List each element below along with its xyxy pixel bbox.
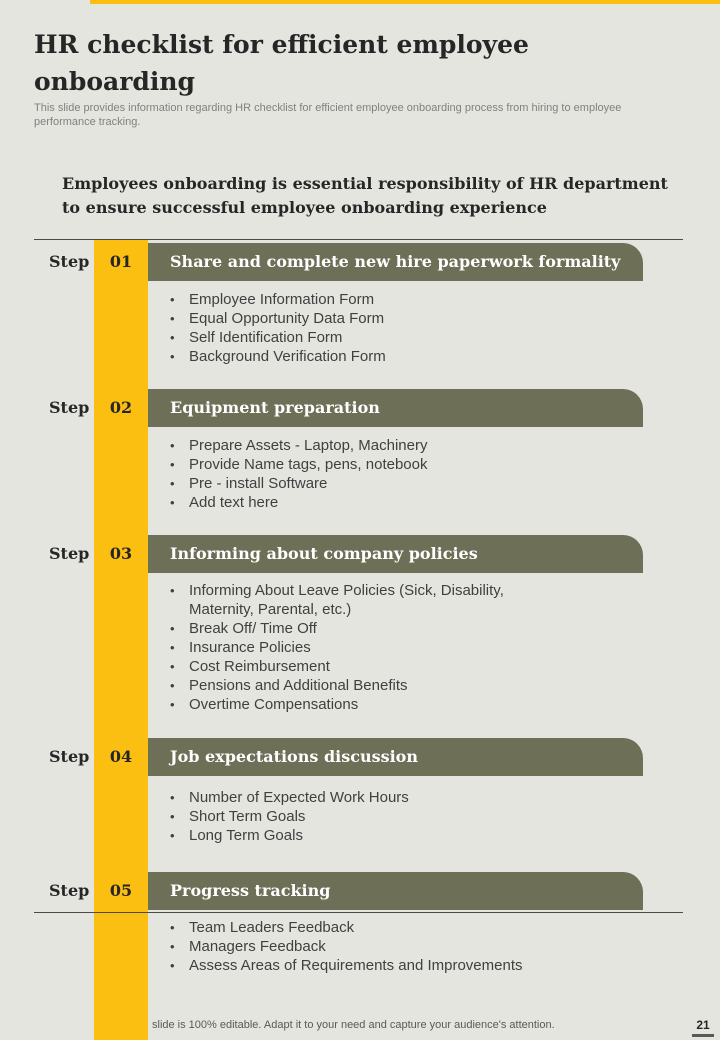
step-number-5: 05 (109, 881, 133, 900)
step-title-5: Progress tracking (148, 872, 643, 910)
list-item: • Pensions and Additional Benefits (170, 676, 530, 695)
list-item: • Team Leaders Feedback (170, 918, 640, 937)
intro-statement: Employees onboarding is essential responsibility of HR department to ensure successful employee onboarding experience (62, 174, 668, 217)
list-item: • Employee Information Form (170, 290, 640, 309)
step-title-4: Job expectations discussion (148, 738, 643, 776)
list-item: • Insurance Policies (170, 638, 530, 657)
list-item: • Background Verification Form (170, 347, 640, 366)
list-item: • Prepare Assets - Laptop, Machinery (170, 436, 640, 455)
list-item: • Overtime Compensations (170, 695, 530, 714)
step-number-2: 02 (109, 398, 133, 417)
page-subtitle: This slide provides information regarding HR checklist for efficient employee onboarding process from hiring to employee performance tracking. (34, 102, 622, 128)
footer-note: slide is 100% editable. Adapt it to your need and capture your audience's attention. (152, 1019, 555, 1031)
page-number: 21 (696, 1018, 710, 1032)
list-item: • Self Identification Form (170, 328, 640, 347)
step-rail (94, 240, 148, 1040)
step-checklist-3 (170, 581, 530, 714)
list-item: • Pre - install Software (170, 474, 640, 493)
page-number-underline (692, 1034, 714, 1037)
step-number-3: 03 (109, 544, 133, 563)
list-item: • Short Term Goals (170, 807, 640, 826)
list-item: • Assess Areas of Requirements and Improvements (170, 956, 640, 975)
list-item: • Managers Feedback (170, 937, 640, 956)
list-item: • Long Term Goals (170, 826, 640, 845)
list-item: • Break Off/ Time Off (170, 619, 530, 638)
step-number-1: 01 (109, 252, 133, 271)
list-item: • Provide Name tags, pens, notebook (170, 455, 640, 474)
step-label-3: Step (49, 544, 90, 563)
step-title-2: Equipment preparation (148, 389, 643, 427)
step-label-5: Step (49, 881, 90, 900)
list-item: • Informing About Leave Policies (Sick, Disability, Maternity, Parental, etc.) (170, 581, 530, 619)
page-title: HR checklist for efficient employee onboarding (34, 30, 529, 96)
bottom-divider (34, 912, 683, 913)
step-title-3: Informing about company policies (148, 535, 643, 573)
list-item: • Add text here (170, 493, 640, 512)
list-item: • Equal Opportunity Data Form (170, 309, 640, 328)
step-label-1: Step (49, 252, 90, 271)
top-accent-bar (90, 0, 720, 4)
step-label-2: Step (49, 398, 90, 417)
step-checklist-2 (170, 436, 640, 512)
step-number-4: 04 (109, 747, 133, 766)
step-title-1: Share and complete new hire paperwork formality (148, 243, 643, 281)
step-checklist-1 (170, 290, 640, 366)
list-item: • Number of Expected Work Hours (170, 788, 640, 807)
step-checklist-5 (170, 918, 640, 975)
step-label-4: Step (49, 747, 90, 766)
list-item: • Cost Reimbursement (170, 657, 530, 676)
step-checklist-4 (170, 788, 640, 845)
